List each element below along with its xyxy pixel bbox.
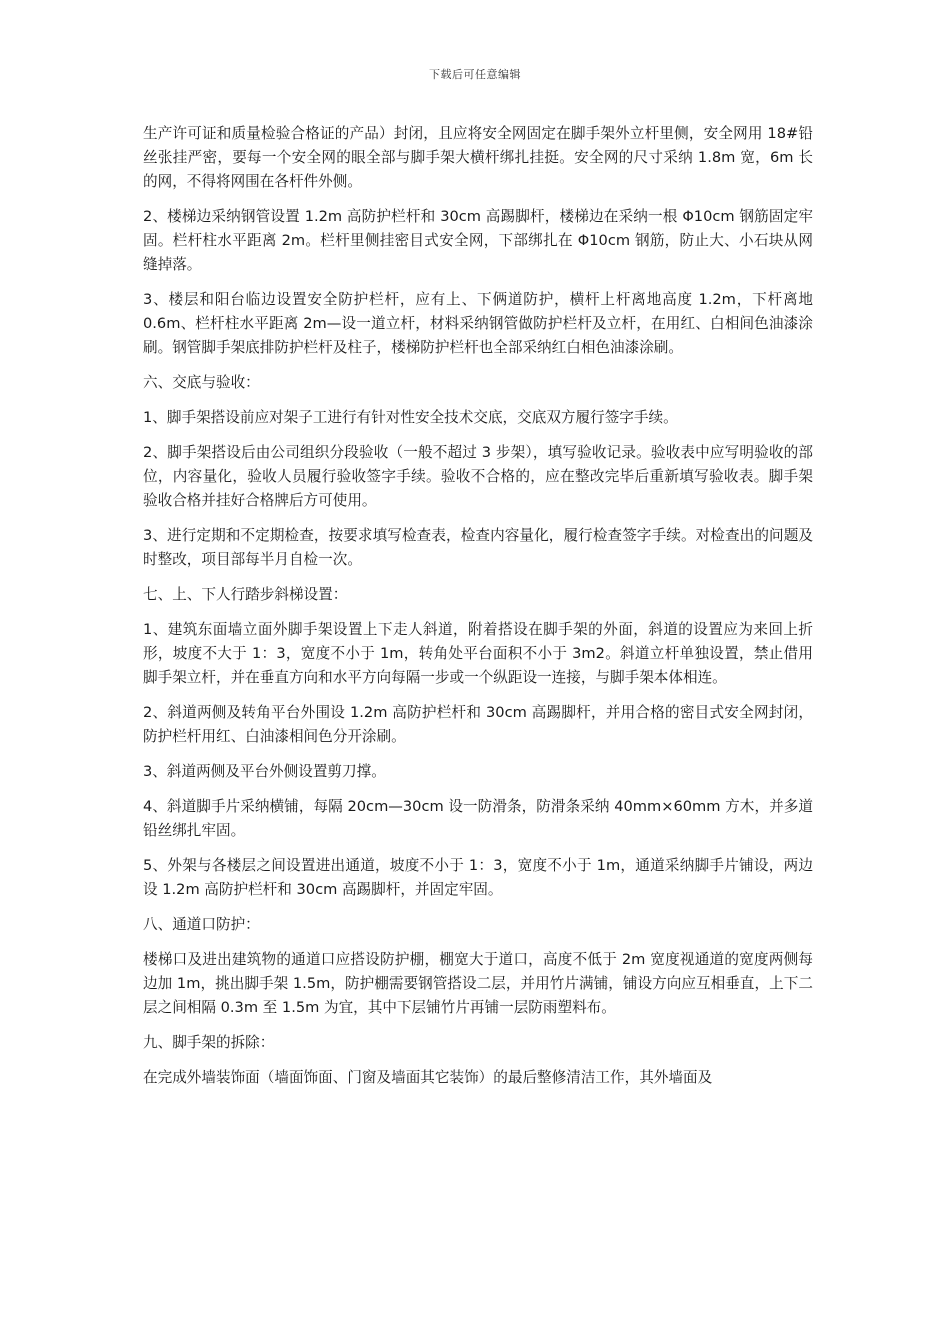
paragraph: 2、楼梯边采纳钢管设置 1.2m 高防护栏杆和 30cm 高踢脚杆，楼梯边在采纳一根 Φ10cm 钢筋固定牢固。栏杆柱水平距离 2m。栏杆里侧挂密目式安全网，下部绑扎在 Φ10cm 钢筋，防止大、小石块从网缝掉落。 <box>143 208 813 273</box>
paragraph: 4、斜道脚手片采纳横铺，每隔 20cm—30cm 设一防滑条，防滑条采纳 40mm×60mm 方木，并多道铅丝绑扎牢固。 <box>143 798 813 839</box>
paragraph: 1、建筑东面墙立面外脚手架设置上下走人斜道，附着搭设在脚手架的外面，斜道的设置应为来回上折形，坡度不大于 1：3，宽度不小于 1m，转角处平台面积不小于 3m2。斜道立杆单独设置，禁止借用脚手架立杆，并在垂直方向和水平方向每隔一步或一个纵距设一连接，与脚手架本体相连。 <box>143 621 813 686</box>
paragraph: 3、进行定期和不定期检查，按要求填写检查表，检查内容量化，履行检查签字手续。对检查出的问题及时整改，项目部每半月自检一次。 <box>143 527 813 568</box>
paragraph: 在完成外墙装饰面（墙面饰面、门窗及墙面其它装饰）的最后整修清洁工作，其外墙面及 <box>143 1069 713 1086</box>
paragraph: 1、脚手架搭设前应对架子工进行有针对性安全技术交底，交底双方履行签字手续。 <box>143 409 678 426</box>
paragraph: 生产许可证和质量检验合格证的产品）封闭，且应将安全网固定在脚手架外立杆里侧，安全网用 18#铅丝张挂严密，要每一个安全网的眼全部与脚手架大横杆绑扎挂挺。安全网的尺寸采纳 1.8m 宽，6m 长的网，不得将网围在各杆件外侧。 <box>143 125 813 190</box>
paragraph: 楼梯口及进出建筑物的通道口应搭设防护棚，棚宽大于道口，高度不低于 2m 宽度视通道的宽度两侧每边加 1m，挑出脚手架 1.5m，防护棚需要钢管搭设二层，并用竹片满铺，铺设方向应互相垂直，上下二层之间相隔 0.3m 至 1.5m 为宜，其中下层铺竹片再铺一层防雨塑料布。 <box>143 951 813 1016</box>
page-header: 下载后可任意编辑 <box>429 68 521 81</box>
section-heading: 六、交底与验收： <box>143 374 260 391</box>
section-heading: 七、上、下人行踏步斜梯设置： <box>143 586 348 603</box>
paragraph: 3、楼层和阳台临边设置安全防护栏杆，应有上、下俩道防护，横杆上杆离地高度 1.2m，下杆离地 0.6m、栏杆柱水平距离 2m—设一道立杆，材料采纳钢管做防护栏杆及立杆，在用红、白相间色油漆涂刷。钢管脚手架底排防护栏杆及柱子，楼梯防护栏杆也全部采纳红白相色油漆涂刷。 <box>143 291 813 356</box>
paragraph: 2、脚手架搭设后由公司组织分段验收（一般不超过 3 步架），填写验收记录。验收表中应写明验收的部位，内容量化，验收人员履行验收签字手续。验收不合格的，应在整改完毕后重新填写验收表。脚手架验收合格并挂好合格牌后方可使用。 <box>143 444 813 509</box>
document-body <box>143 122 813 1101</box>
section-heading: 九、脚手架的拆除： <box>143 1034 275 1051</box>
paragraph: 5、外架与各楼层之间设置进出通道，坡度不小于 1：3，宽度不小于 1m，通道采纳脚手片铺设，两边设 1.2m 高防护栏杆和 30cm 高踢脚杆，并固定牢固。 <box>143 857 813 898</box>
paragraph: 2、斜道两侧及转角平台外围设 1.2m 高防护栏杆和 30cm 高踢脚杆，并用合格的密目式安全网封闭，防护栏杆用红、白油漆相间色分开涂刷。 <box>143 704 813 745</box>
paragraph: 3、斜道两侧及平台外侧设置剪刀撑。 <box>143 763 386 780</box>
section-heading: 八、通道口防护： <box>143 916 260 933</box>
